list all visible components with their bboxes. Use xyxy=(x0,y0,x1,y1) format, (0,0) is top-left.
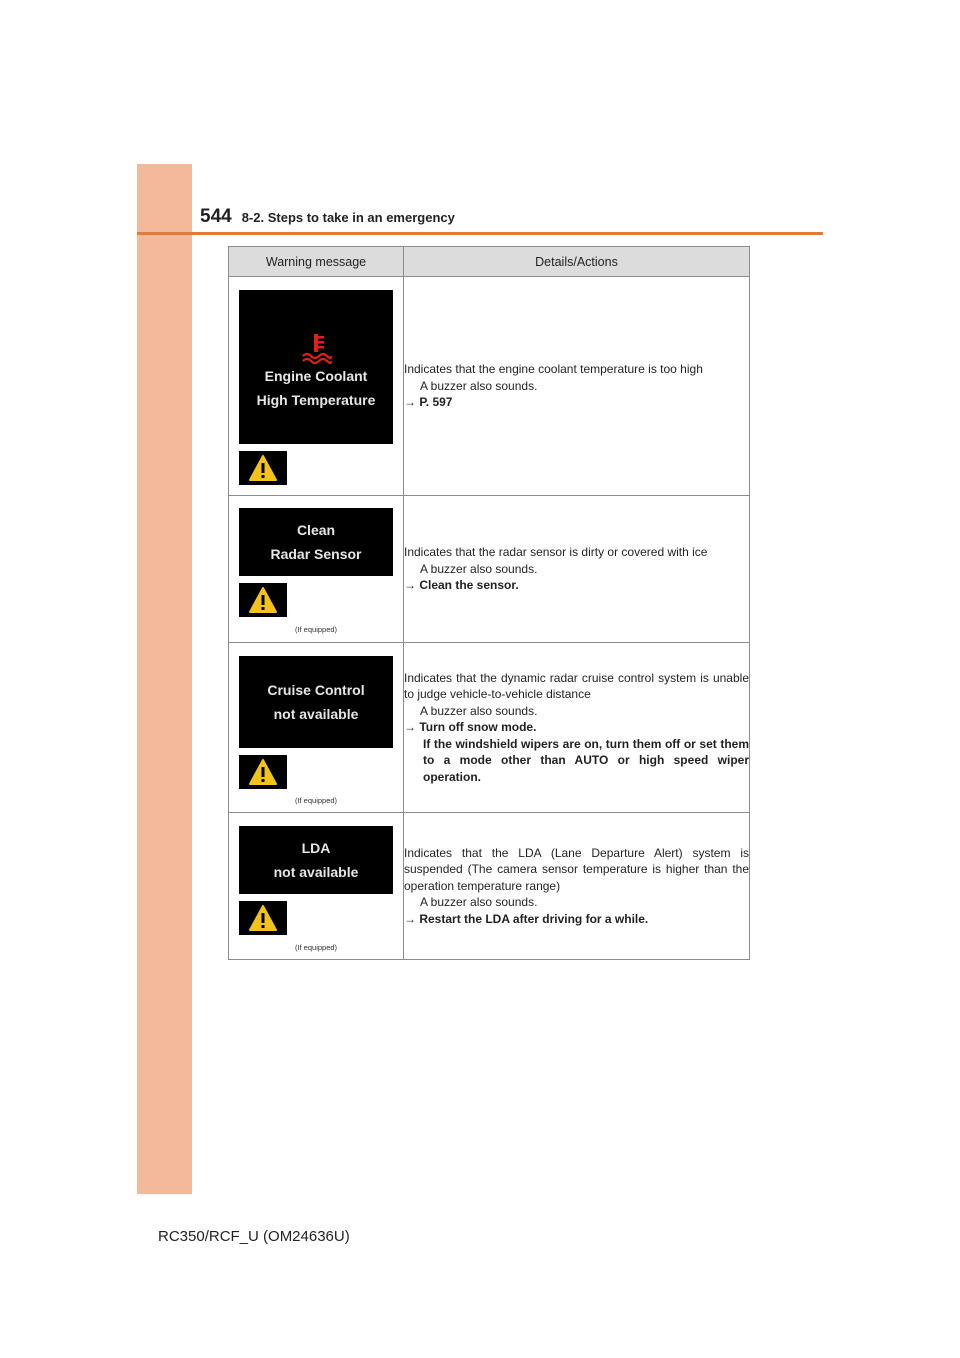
warning-message-table xyxy=(228,246,750,960)
message-details-cell xyxy=(404,496,750,643)
detail-text: Indicates that the engine coolant temperature is too high xyxy=(404,362,703,377)
if-equipped-note: (If equipped) xyxy=(294,796,338,805)
table-row xyxy=(229,643,750,813)
if-equipped-note: (If equipped) xyxy=(294,625,338,634)
table-row xyxy=(229,277,750,496)
warning-icon xyxy=(248,904,278,932)
screen-line-2: High Temperature xyxy=(256,392,376,408)
message-image-cell xyxy=(229,643,404,813)
action-text: → Turn off snow mode. xyxy=(404,720,537,735)
message-image-cell xyxy=(229,277,404,496)
message-image-cell xyxy=(229,813,404,960)
screen-line-1: Cruise Control xyxy=(267,682,365,698)
warning-icon xyxy=(248,758,278,786)
detail-text: Indicates that the LDA (Lane Departure Alert) system is suspended (The camera sensor temperature is higher than the operation temperature range) xyxy=(404,845,749,893)
action-detail-text: If the windshield wipers are on, turn them off or set them to a mode other than AUTO or high speed wiper operation. xyxy=(423,736,749,784)
message-screen xyxy=(239,290,393,444)
coolant-temperature-icon xyxy=(299,330,333,364)
screen-line-2: not available xyxy=(273,864,359,880)
screen-line-2: Radar Sensor xyxy=(270,546,362,562)
message-details-cell xyxy=(404,813,750,960)
warning-badge xyxy=(239,451,287,485)
table-header-row xyxy=(229,247,750,277)
message-image-cell xyxy=(229,496,404,643)
detail-text: Indicates that the dynamic radar cruise control system is unable to judge vehicle-to-vehicle distance xyxy=(404,670,749,702)
warning-badge xyxy=(239,755,287,789)
message-screen xyxy=(239,656,393,748)
document-footer: RC350/RCF_U (OM24636U) xyxy=(158,1228,350,1245)
message-details-cell xyxy=(404,277,750,496)
if-equipped-note: (If equipped) xyxy=(294,943,338,952)
warning-badge xyxy=(239,583,287,617)
header-rule xyxy=(137,232,823,235)
screen-line-1: LDA xyxy=(301,840,331,856)
chapter-sidebar xyxy=(137,164,192,1194)
action-text: → Restart the LDA after driving for a while. xyxy=(404,911,649,926)
page-reference-link[interactable]: → P. 597 xyxy=(404,395,453,410)
buzzer-text: A buzzer also sounds. xyxy=(420,895,538,910)
header-details-actions: Details/Actions xyxy=(404,247,750,277)
action-text: → Clean the sensor. xyxy=(404,578,519,593)
table-row xyxy=(229,496,750,643)
message-screen xyxy=(239,508,393,576)
table-row xyxy=(229,813,750,960)
screen-line-2: not available xyxy=(273,706,359,722)
buzzer-text: A buzzer also sounds. xyxy=(420,703,538,718)
message-details-cell xyxy=(404,643,750,813)
warning-icon xyxy=(248,454,278,482)
message-screen xyxy=(239,826,393,894)
detail-text: Indicates that the radar sensor is dirty or covered with ice xyxy=(404,545,708,560)
screen-line-1: Engine Coolant xyxy=(264,368,368,384)
warning-badge xyxy=(239,901,287,935)
buzzer-text: A buzzer also sounds. xyxy=(420,378,538,393)
screen-line-1: Clean xyxy=(296,522,336,538)
page-header xyxy=(200,206,455,232)
page-number: 544 xyxy=(200,206,232,227)
header-warning-message: Warning message xyxy=(229,247,404,277)
warning-icon xyxy=(248,586,278,614)
section-title: 8-2. Steps to take in an emergency xyxy=(241,210,455,225)
buzzer-text: A buzzer also sounds. xyxy=(420,561,538,576)
